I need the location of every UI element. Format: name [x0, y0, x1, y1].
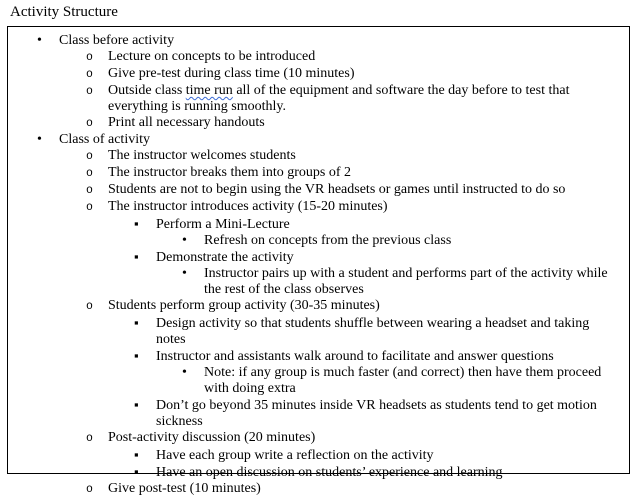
- list-item: [8, 165, 619, 182]
- bullet-icon: ▪: [134, 315, 139, 330]
- bullet-icon: •: [182, 266, 187, 281]
- bullet-icon: o: [86, 167, 93, 180]
- bullet-icon: •: [37, 132, 42, 147]
- bullet-icon: o: [86, 51, 93, 64]
- list-item-text: Design activity so that students shuffle between wearing a headset and taking notes: [156, 316, 590, 347]
- outline-box: [7, 26, 630, 496]
- list-item-text: Print all necessary handouts: [108, 115, 265, 130]
- list-item: [8, 33, 619, 49]
- bullet-icon: o: [86, 300, 93, 313]
- list-item-text: Perform a Mini-Lecture: [156, 217, 290, 232]
- list-item: [8, 216, 619, 233]
- list-item-text: Lecture on concepts to be introduced: [108, 49, 316, 64]
- bullet-icon: •: [182, 365, 187, 380]
- list-item: [8, 233, 619, 249]
- list-item: [8, 266, 619, 298]
- list-item-text: Have an open discussion on students’ experience and learning: [156, 465, 503, 480]
- list-item-text: Students perform group activity (30-35 minutes): [108, 298, 380, 313]
- bullet-icon: o: [86, 85, 93, 98]
- document-title: Activity Structure: [10, 4, 118, 20]
- list-item-text: Class of activity: [59, 132, 150, 147]
- bullet-icon: ▪: [134, 249, 139, 264]
- list-item: [8, 298, 619, 315]
- list-item-text: Demonstrate the activity: [156, 250, 294, 265]
- list-item: [8, 365, 619, 397]
- bullet-icon: o: [86, 117, 93, 130]
- list-item: [8, 348, 619, 365]
- grammar-check-underline[interactable]: time run: [185, 83, 233, 98]
- text-part: all of the equipment and software the day before to test that everything is running smoothly.: [108, 83, 570, 114]
- bullet-icon: •: [182, 233, 187, 248]
- outline-list: [8, 27, 629, 498]
- list-item: [8, 83, 619, 115]
- list-item: [8, 447, 619, 464]
- text-part: Outside class: [108, 83, 186, 98]
- list-item-text: Give post-test (10 minutes): [108, 481, 261, 496]
- list-item-text: Have each group write a reflection on the activity: [156, 448, 434, 463]
- bullet-icon: o: [86, 483, 93, 496]
- bullet-icon: ▪: [134, 348, 139, 363]
- bullet-icon: o: [86, 432, 93, 445]
- list-item-text: Instructor pairs up with a student and performs part of the activity while the rest of the class observes: [204, 266, 608, 297]
- list-item: [8, 430, 619, 447]
- bullet-icon: o: [86, 201, 93, 214]
- list-item-text: Students are not to begin using the VR headsets or games until instructed to do so: [108, 182, 566, 197]
- list-item: [8, 249, 619, 266]
- bullet-icon: o: [86, 68, 93, 81]
- bullet-icon: •: [37, 33, 42, 48]
- list-item: [8, 182, 619, 199]
- list-item-text: Refresh on concepts from the previous class: [204, 233, 452, 248]
- list-item: [8, 115, 619, 132]
- list-item: [8, 49, 619, 66]
- bullet-icon: ▪: [134, 397, 139, 412]
- list-item-text: Don’t go beyond 35 minutes inside VR headsets as students tend to get motion sickness: [156, 398, 597, 429]
- list-item-text: Instructor and assistants walk around to facilitate and answer questions: [156, 349, 554, 364]
- list-item-text: The instructor breaks them into groups of 2: [108, 165, 352, 180]
- list-item: [8, 148, 619, 165]
- list-item-text: [108, 83, 619, 115]
- bullet-icon: ▪: [134, 447, 139, 462]
- list-item-text: Give pre-test during class time (10 minutes): [108, 66, 355, 81]
- list-item-text: Post-activity discussion (20 minutes): [108, 430, 316, 445]
- bullet-icon: ▪: [134, 464, 139, 479]
- list-item-text: Class before activity: [59, 33, 175, 48]
- list-item: [8, 397, 619, 430]
- list-item: [8, 66, 619, 83]
- list-item-text: The instructor introduces activity (15-20 minutes): [108, 199, 388, 214]
- list-item-text: Note: if any group is much faster (and correct) then have them proceed with doing extra: [204, 365, 602, 396]
- list-item-text: The instructor welcomes students: [108, 148, 296, 163]
- bullet-icon: ▪: [134, 216, 139, 231]
- list-item: [8, 132, 619, 148]
- bullet-icon: o: [86, 184, 93, 197]
- list-item: [8, 481, 619, 498]
- list-item: [8, 315, 619, 348]
- list-item: [8, 199, 619, 216]
- list-item: [8, 464, 619, 481]
- bullet-icon: o: [86, 150, 93, 163]
